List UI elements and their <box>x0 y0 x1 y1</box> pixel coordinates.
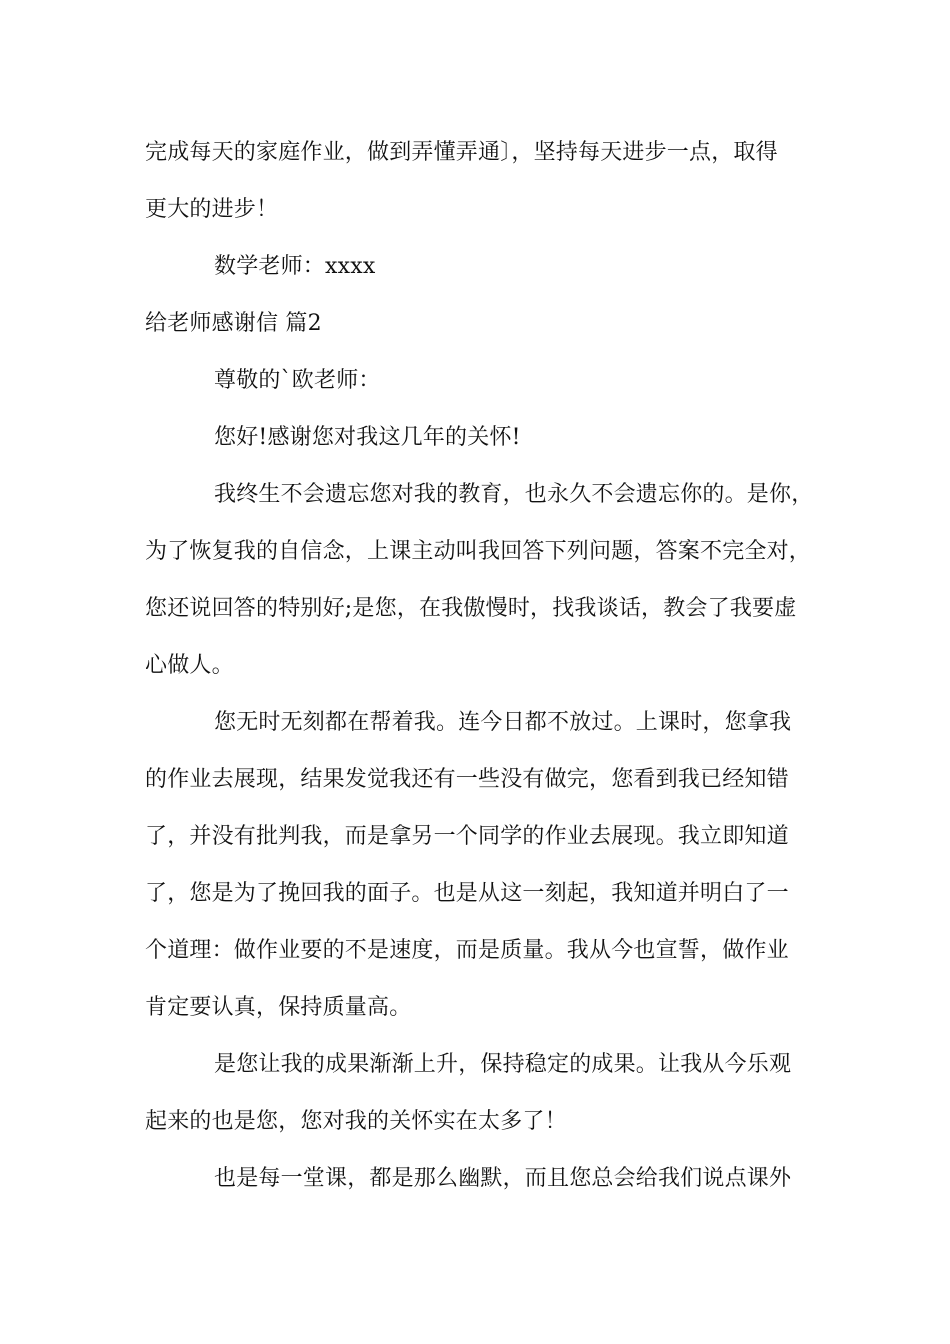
paragraph-line: 您无时无刻都在帮着我。连今日都不放过。上课时，您拿我 <box>214 710 792 735</box>
paragraph-line: 我终生不会遗忘您对我的教育，也永久不会遗忘你的。是你， <box>214 482 814 507</box>
paragraph-line: 也是每一堂课，都是那么幽默，而且您总会给我们说点课外 <box>214 1166 792 1191</box>
signature-line: 数学老师：xxxx <box>214 254 376 279</box>
paragraph-line: 了，您是为了挽回我的面子。也是从这一刻起，我知道并明白了一 <box>145 881 789 906</box>
paragraph-line: 更大的进步！ <box>145 197 279 222</box>
paragraph-line: 起来的也是您，您对我的关怀实在太多了！ <box>145 1109 567 1134</box>
section-heading: 给老师感谢信 篇2 <box>145 311 322 336</box>
salutation: 尊敬的`欧老师： <box>214 368 381 393</box>
paragraph-line: 个道理：做作业要的不是速度，而是质量。我从今也宣誓，做作业 <box>145 938 789 963</box>
paragraph-line: 您还说回答的特别好;是您，在我傲慢时，找我谈话，教会了我要虚 <box>145 596 797 621</box>
paragraph-line: 心做人。 <box>145 653 234 678</box>
paragraph-line: 完成每天的家庭作业，做到弄懂弄通〕，坚持每天进步一点，取得 <box>145 140 778 165</box>
paragraph-line: 了，并没有批判我，而是拿另一个同学的作业去展现。我立即知道 <box>145 824 789 849</box>
greeting-line: 您好!感谢您对我这几年的关怀! <box>214 425 521 450</box>
paragraph-line: 肯定要认真，保持质量高。 <box>145 995 412 1020</box>
paragraph-line: 是您让我的成果渐渐上升，保持稳定的成果。让我从今乐观 <box>214 1052 792 1077</box>
paragraph-line: 为了恢复我的自信念，上课主动叫我回答下列问题，答案不完全对， <box>145 539 812 564</box>
paragraph-line: 的作业去展现，结果发觉我还有一些没有做完，您看到我已经知错 <box>145 767 789 792</box>
